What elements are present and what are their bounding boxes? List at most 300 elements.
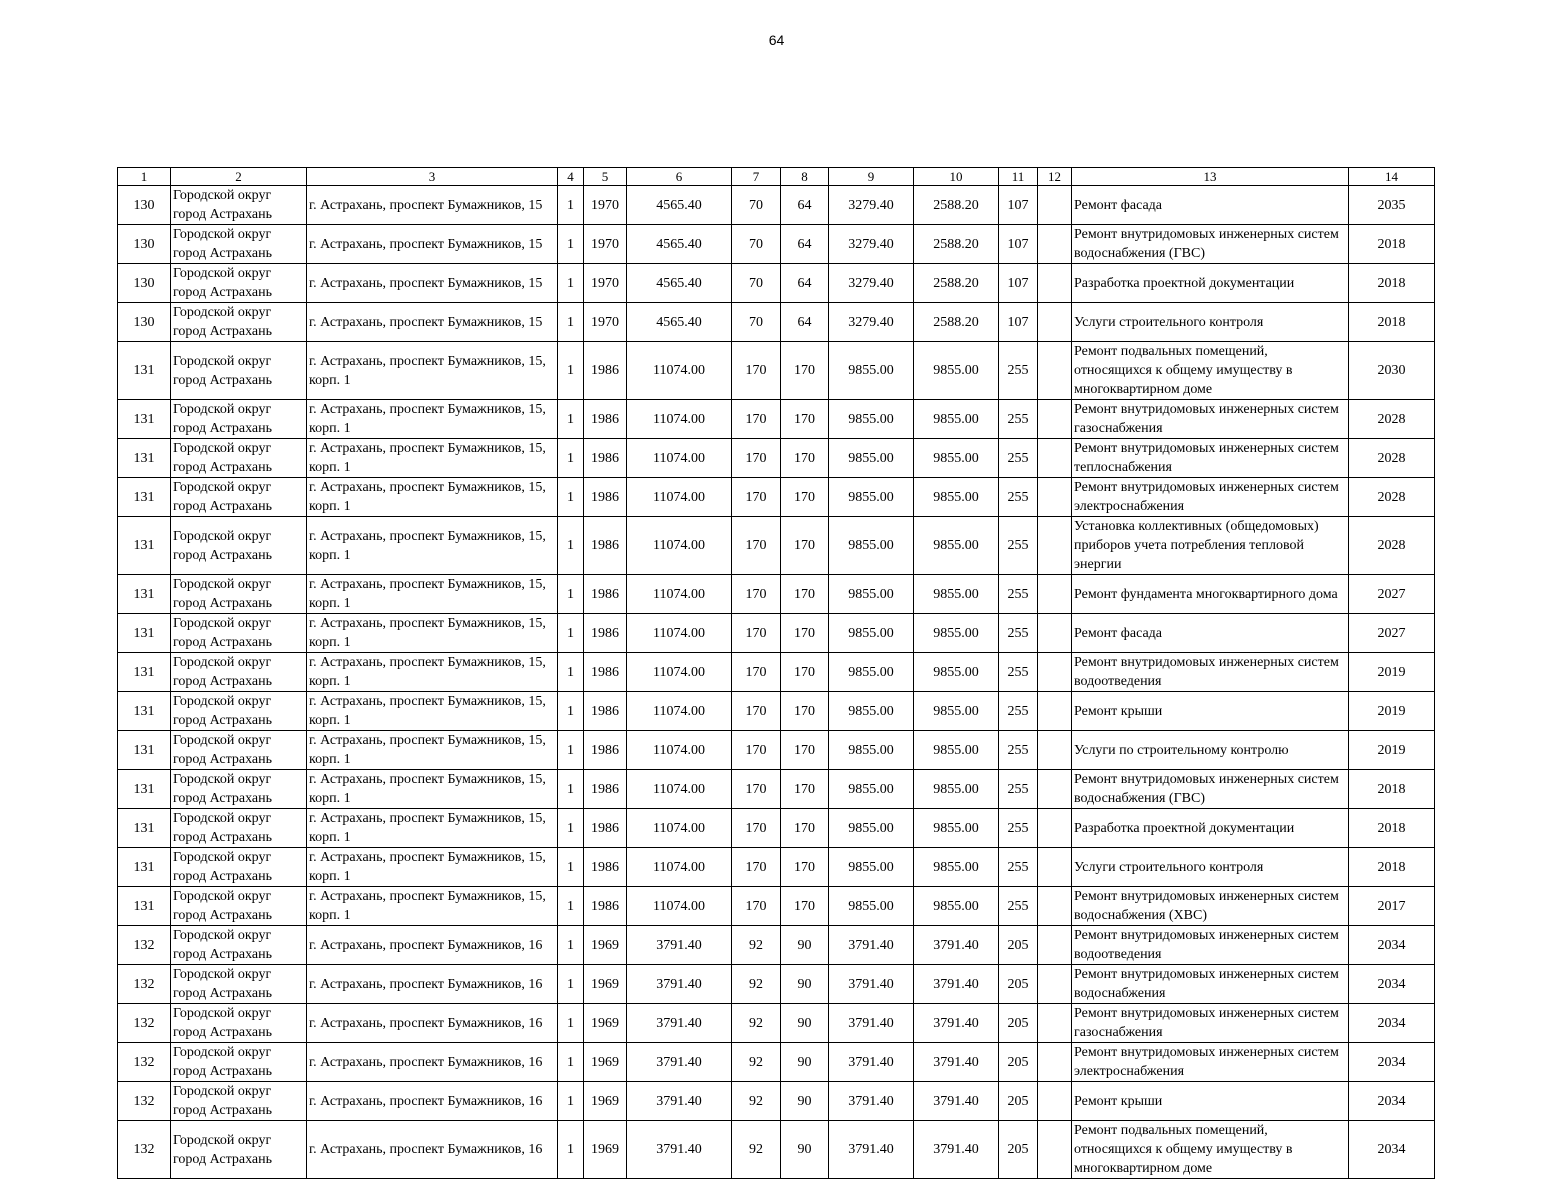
planned-year-cell: 2018	[1349, 225, 1435, 264]
work-type-cell: Ремонт подвальных помещений, относящихся к общему имуществу в многоквартирном доме	[1072, 1121, 1349, 1179]
year-built-cell: 1969	[584, 1121, 627, 1179]
col8-cell: 170	[781, 517, 829, 575]
col9-cell: 3279.40	[829, 303, 914, 342]
col4-cell: 1	[558, 478, 584, 517]
address-cell: г. Астрахань, проспект Бумажников, 15, корп. 1	[307, 400, 558, 439]
total-area-cell: 3791.40	[627, 965, 732, 1004]
col12-cell	[1038, 809, 1072, 848]
residents-cell: 255	[999, 731, 1038, 770]
col9-cell: 9855.00	[829, 400, 914, 439]
col12-cell	[1038, 965, 1072, 1004]
address-cell: г. Астрахань, проспект Бумажников, 16	[307, 1082, 558, 1121]
total-area-cell: 11074.00	[627, 848, 732, 887]
row-number-cell: 131	[118, 809, 171, 848]
col7-cell: 170	[732, 614, 781, 653]
column-header: 10	[914, 168, 999, 186]
col4-cell: 1	[558, 614, 584, 653]
col7-cell: 70	[732, 186, 781, 225]
table-row	[118, 303, 1435, 342]
col12-cell	[1038, 926, 1072, 965]
total-area-cell: 11074.00	[627, 478, 732, 517]
address-cell: г. Астрахань, проспект Бумажников, 15, корп. 1	[307, 809, 558, 848]
municipality-cell: Городской округ город Астрахань	[171, 186, 307, 225]
residents-cell: 255	[999, 575, 1038, 614]
col10-cell: 2588.20	[914, 303, 999, 342]
col7-cell: 170	[732, 342, 781, 400]
work-type-cell: Ремонт крыши	[1072, 1082, 1349, 1121]
col4-cell: 1	[558, 731, 584, 770]
municipality-cell: Городской округ город Астрахань	[171, 400, 307, 439]
table-row	[118, 965, 1435, 1004]
work-type-cell: Установка коллективных (общедомовых) приборов учета потребления тепловой энергии	[1072, 517, 1349, 575]
municipality-cell: Городской округ город Астрахань	[171, 848, 307, 887]
header-row	[118, 168, 1435, 186]
col8-cell: 170	[781, 575, 829, 614]
col12-cell	[1038, 478, 1072, 517]
municipality-cell: Городской округ город Астрахань	[171, 926, 307, 965]
col4-cell: 1	[558, 848, 584, 887]
work-type-cell: Ремонт внутридомовых инженерных систем газоснабжения	[1072, 400, 1349, 439]
table-row	[118, 848, 1435, 887]
col4-cell: 1	[558, 1004, 584, 1043]
column-header: 8	[781, 168, 829, 186]
col10-cell: 9855.00	[914, 887, 999, 926]
total-area-cell: 11074.00	[627, 614, 732, 653]
col8-cell: 64	[781, 225, 829, 264]
total-area-cell: 11074.00	[627, 731, 732, 770]
residents-cell: 107	[999, 303, 1038, 342]
municipality-cell: Городской округ город Астрахань	[171, 517, 307, 575]
col12-cell	[1038, 770, 1072, 809]
col4-cell: 1	[558, 926, 584, 965]
col9-cell: 9855.00	[829, 439, 914, 478]
total-area-cell: 11074.00	[627, 517, 732, 575]
col10-cell: 3791.40	[914, 965, 999, 1004]
row-number-cell: 132	[118, 1082, 171, 1121]
municipality-cell: Городской округ город Астрахань	[171, 770, 307, 809]
col7-cell: 170	[732, 575, 781, 614]
col12-cell	[1038, 731, 1072, 770]
year-built-cell: 1969	[584, 926, 627, 965]
col9-cell: 3791.40	[829, 1004, 914, 1043]
work-type-cell: Ремонт внутридомовых инженерных систем водоснабжения (ГВС)	[1072, 770, 1349, 809]
col10-cell: 2588.20	[914, 186, 999, 225]
col7-cell: 170	[732, 400, 781, 439]
year-built-cell: 1970	[584, 264, 627, 303]
col4-cell: 1	[558, 809, 584, 848]
col8-cell: 170	[781, 887, 829, 926]
address-cell: г. Астрахань, проспект Бумажников, 15, корп. 1	[307, 517, 558, 575]
municipality-cell: Городской округ город Астрахань	[171, 575, 307, 614]
row-number-cell: 131	[118, 653, 171, 692]
residents-cell: 205	[999, 1004, 1038, 1043]
col10-cell: 3791.40	[914, 1082, 999, 1121]
col7-cell: 92	[732, 965, 781, 1004]
planned-year-cell: 2034	[1349, 1043, 1435, 1082]
residents-cell: 107	[999, 264, 1038, 303]
municipality-cell: Городской округ город Астрахань	[171, 887, 307, 926]
col12-cell	[1038, 225, 1072, 264]
column-header: 3	[307, 168, 558, 186]
col12-cell	[1038, 887, 1072, 926]
col12-cell	[1038, 517, 1072, 575]
residents-cell: 255	[999, 400, 1038, 439]
col12-cell	[1038, 186, 1072, 225]
residents-cell: 107	[999, 186, 1038, 225]
table-row	[118, 1043, 1435, 1082]
col8-cell: 170	[781, 809, 829, 848]
planned-year-cell: 2018	[1349, 770, 1435, 809]
table-row	[118, 887, 1435, 926]
planned-year-cell: 2035	[1349, 186, 1435, 225]
residents-cell: 255	[999, 478, 1038, 517]
col10-cell: 9855.00	[914, 575, 999, 614]
address-cell: г. Астрахань, проспект Бумажников, 15	[307, 225, 558, 264]
col9-cell: 9855.00	[829, 692, 914, 731]
planned-year-cell: 2034	[1349, 1004, 1435, 1043]
col9-cell: 9855.00	[829, 809, 914, 848]
col8-cell: 170	[781, 342, 829, 400]
year-built-cell: 1986	[584, 809, 627, 848]
residents-cell: 255	[999, 342, 1038, 400]
row-number-cell: 131	[118, 614, 171, 653]
col7-cell: 92	[732, 1043, 781, 1082]
row-number-cell: 132	[118, 926, 171, 965]
col8-cell: 90	[781, 1121, 829, 1179]
col7-cell: 170	[732, 692, 781, 731]
residents-cell: 205	[999, 926, 1038, 965]
address-cell: г. Астрахань, проспект Бумажников, 15, корп. 1	[307, 575, 558, 614]
col9-cell: 3279.40	[829, 225, 914, 264]
col9-cell: 9855.00	[829, 342, 914, 400]
work-type-cell: Услуги строительного контроля	[1072, 303, 1349, 342]
planned-year-cell: 2018	[1349, 303, 1435, 342]
total-area-cell: 3791.40	[627, 1082, 732, 1121]
table-body	[118, 186, 1435, 1179]
row-number-cell: 132	[118, 965, 171, 1004]
municipality-cell: Городской округ город Астрахань	[171, 225, 307, 264]
municipality-cell: Городской округ город Астрахань	[171, 1082, 307, 1121]
planned-year-cell: 2019	[1349, 692, 1435, 731]
col7-cell: 170	[732, 517, 781, 575]
col9-cell: 9855.00	[829, 653, 914, 692]
planned-year-cell: 2028	[1349, 400, 1435, 439]
address-cell: г. Астрахань, проспект Бумажников, 15, корп. 1	[307, 848, 558, 887]
residents-cell: 255	[999, 770, 1038, 809]
col9-cell: 3791.40	[829, 1043, 914, 1082]
residents-cell: 255	[999, 848, 1038, 887]
col10-cell: 9855.00	[914, 692, 999, 731]
col4-cell: 1	[558, 400, 584, 439]
col12-cell	[1038, 342, 1072, 400]
address-cell: г. Астрахань, проспект Бумажников, 16	[307, 1043, 558, 1082]
col10-cell: 9855.00	[914, 517, 999, 575]
address-cell: г. Астрахань, проспект Бумажников, 15, корп. 1	[307, 478, 558, 517]
municipality-cell: Городской округ город Астрахань	[171, 731, 307, 770]
col10-cell: 3791.40	[914, 926, 999, 965]
row-number-cell: 132	[118, 1043, 171, 1082]
col9-cell: 3791.40	[829, 926, 914, 965]
col4-cell: 1	[558, 264, 584, 303]
municipality-cell: Городской округ город Астрахань	[171, 1043, 307, 1082]
col12-cell	[1038, 1082, 1072, 1121]
table-row	[118, 186, 1435, 225]
col8-cell: 170	[781, 692, 829, 731]
col12-cell	[1038, 400, 1072, 439]
row-number-cell: 131	[118, 478, 171, 517]
col4-cell: 1	[558, 575, 584, 614]
col12-cell	[1038, 303, 1072, 342]
table-row	[118, 1004, 1435, 1043]
work-type-cell: Ремонт внутридомовых инженерных систем электроснабжения	[1072, 1043, 1349, 1082]
table-row	[118, 225, 1435, 264]
work-type-cell: Разработка проектной документации	[1072, 264, 1349, 303]
table-row	[118, 770, 1435, 809]
col4-cell: 1	[558, 1121, 584, 1179]
row-number-cell: 131	[118, 575, 171, 614]
residents-cell: 255	[999, 614, 1038, 653]
municipality-cell: Городской округ город Астрахань	[171, 1004, 307, 1043]
address-cell: г. Астрахань, проспект Бумажников, 15, корп. 1	[307, 692, 558, 731]
table-row	[118, 264, 1435, 303]
table-row	[118, 517, 1435, 575]
col4-cell: 1	[558, 887, 584, 926]
col7-cell: 92	[732, 1004, 781, 1043]
data-table	[117, 167, 1435, 1179]
column-header: 9	[829, 168, 914, 186]
table-row	[118, 575, 1435, 614]
year-built-cell: 1986	[584, 653, 627, 692]
table-row	[118, 478, 1435, 517]
address-cell: г. Астрахань, проспект Бумажников, 16	[307, 1121, 558, 1179]
col4-cell: 1	[558, 692, 584, 731]
col9-cell: 9855.00	[829, 887, 914, 926]
residents-cell: 205	[999, 965, 1038, 1004]
col8-cell: 170	[781, 478, 829, 517]
col7-cell: 170	[732, 848, 781, 887]
year-built-cell: 1969	[584, 1082, 627, 1121]
year-built-cell: 1986	[584, 770, 627, 809]
total-area-cell: 11074.00	[627, 692, 732, 731]
total-area-cell: 3791.40	[627, 1004, 732, 1043]
col10-cell: 3791.40	[914, 1043, 999, 1082]
col12-cell	[1038, 575, 1072, 614]
address-cell: г. Астрахань, проспект Бумажников, 15, корп. 1	[307, 770, 558, 809]
work-type-cell: Ремонт фасада	[1072, 186, 1349, 225]
column-header: 4	[558, 168, 584, 186]
col8-cell: 90	[781, 926, 829, 965]
col12-cell	[1038, 614, 1072, 653]
address-cell: г. Астрахань, проспект Бумажников, 15, корп. 1	[307, 653, 558, 692]
col4-cell: 1	[558, 965, 584, 1004]
col12-cell	[1038, 653, 1072, 692]
col8-cell: 170	[781, 614, 829, 653]
col7-cell: 70	[732, 303, 781, 342]
column-header: 11	[999, 168, 1038, 186]
col12-cell	[1038, 264, 1072, 303]
work-type-cell: Ремонт внутридомовых инженерных систем водоснабжения (ГВС)	[1072, 225, 1349, 264]
column-header: 14	[1349, 168, 1435, 186]
total-area-cell: 4565.40	[627, 303, 732, 342]
year-built-cell: 1986	[584, 517, 627, 575]
planned-year-cell: 2018	[1349, 848, 1435, 887]
year-built-cell: 1970	[584, 186, 627, 225]
municipality-cell: Городской округ город Астрахань	[171, 692, 307, 731]
col9-cell: 3791.40	[829, 1082, 914, 1121]
planned-year-cell: 2030	[1349, 342, 1435, 400]
col4-cell: 1	[558, 770, 584, 809]
residents-cell: 255	[999, 809, 1038, 848]
table-row	[118, 1121, 1435, 1179]
total-area-cell: 4565.40	[627, 186, 732, 225]
column-header: 2	[171, 168, 307, 186]
total-area-cell: 3791.40	[627, 1121, 732, 1179]
year-built-cell: 1969	[584, 965, 627, 1004]
column-header: 13	[1072, 168, 1349, 186]
planned-year-cell: 2018	[1349, 264, 1435, 303]
work-type-cell: Ремонт подвальных помещений, относящихся к общему имуществу в многоквартирном доме	[1072, 342, 1349, 400]
total-area-cell: 11074.00	[627, 575, 732, 614]
municipality-cell: Городской округ город Астрахань	[171, 478, 307, 517]
col10-cell: 9855.00	[914, 478, 999, 517]
year-built-cell: 1986	[584, 342, 627, 400]
col10-cell: 9855.00	[914, 809, 999, 848]
col10-cell: 9855.00	[914, 342, 999, 400]
column-header: 7	[732, 168, 781, 186]
col9-cell: 9855.00	[829, 770, 914, 809]
planned-year-cell: 2034	[1349, 965, 1435, 1004]
table-row	[118, 926, 1435, 965]
col10-cell: 9855.00	[914, 731, 999, 770]
row-number-cell: 131	[118, 692, 171, 731]
col7-cell: 170	[732, 439, 781, 478]
municipality-cell: Городской округ город Астрахань	[171, 653, 307, 692]
col9-cell: 3279.40	[829, 264, 914, 303]
row-number-cell: 130	[118, 186, 171, 225]
col10-cell: 9855.00	[914, 770, 999, 809]
total-area-cell: 3791.40	[627, 1043, 732, 1082]
address-cell: г. Астрахань, проспект Бумажников, 16	[307, 1004, 558, 1043]
row-number-cell: 130	[118, 303, 171, 342]
total-area-cell: 11074.00	[627, 809, 732, 848]
total-area-cell: 3791.40	[627, 926, 732, 965]
col9-cell: 3279.40	[829, 186, 914, 225]
page-number: 64	[768, 32, 785, 48]
work-type-cell: Ремонт внутридомовых инженерных систем газоснабжения	[1072, 1004, 1349, 1043]
planned-year-cell: 2028	[1349, 478, 1435, 517]
year-built-cell: 1986	[584, 614, 627, 653]
planned-year-cell: 2027	[1349, 614, 1435, 653]
work-type-cell: Ремонт внутридомовых инженерных систем водоснабжения (ХВС)	[1072, 887, 1349, 926]
row-number-cell: 131	[118, 400, 171, 439]
total-area-cell: 11074.00	[627, 653, 732, 692]
col9-cell: 9855.00	[829, 517, 914, 575]
year-built-cell: 1986	[584, 400, 627, 439]
col4-cell: 1	[558, 342, 584, 400]
residents-cell: 205	[999, 1043, 1038, 1082]
municipality-cell: Городской округ город Астрахань	[171, 965, 307, 1004]
col8-cell: 64	[781, 186, 829, 225]
table-row	[118, 439, 1435, 478]
col12-cell	[1038, 439, 1072, 478]
col9-cell: 3791.40	[829, 1121, 914, 1179]
col9-cell: 3791.40	[829, 965, 914, 1004]
municipality-cell: Городской округ город Астрахань	[171, 342, 307, 400]
table-row	[118, 653, 1435, 692]
col7-cell: 92	[732, 1121, 781, 1179]
col4-cell: 1	[558, 186, 584, 225]
row-number-cell: 131	[118, 770, 171, 809]
col9-cell: 9855.00	[829, 478, 914, 517]
col7-cell: 170	[732, 887, 781, 926]
planned-year-cell: 2028	[1349, 439, 1435, 478]
col4-cell: 1	[558, 225, 584, 264]
col8-cell: 170	[781, 731, 829, 770]
work-type-cell: Ремонт фундамента многоквартирного дома	[1072, 575, 1349, 614]
col8-cell: 90	[781, 1082, 829, 1121]
address-cell: г. Астрахань, проспект Бумажников, 16	[307, 926, 558, 965]
year-built-cell: 1986	[584, 478, 627, 517]
col9-cell: 9855.00	[829, 848, 914, 887]
row-number-cell: 132	[118, 1004, 171, 1043]
col7-cell: 92	[732, 926, 781, 965]
col4-cell: 1	[558, 439, 584, 478]
residents-cell: 255	[999, 439, 1038, 478]
municipality-cell: Городской округ город Астрахань	[171, 614, 307, 653]
work-type-cell: Ремонт внутридомовых инженерных систем водоснабжения	[1072, 965, 1349, 1004]
column-header: 1	[118, 168, 171, 186]
col8-cell: 170	[781, 439, 829, 478]
col12-cell	[1038, 1004, 1072, 1043]
residents-cell: 205	[999, 1082, 1038, 1121]
col9-cell: 9855.00	[829, 731, 914, 770]
row-number-cell: 131	[118, 517, 171, 575]
col8-cell: 64	[781, 303, 829, 342]
col7-cell: 170	[732, 809, 781, 848]
municipality-cell: Городской округ город Астрахань	[171, 264, 307, 303]
year-built-cell: 1969	[584, 1004, 627, 1043]
residents-cell: 107	[999, 225, 1038, 264]
total-area-cell: 11074.00	[627, 887, 732, 926]
address-cell: г. Астрахань, проспект Бумажников, 15	[307, 186, 558, 225]
table-row	[118, 731, 1435, 770]
table-row	[118, 809, 1435, 848]
row-number-cell: 131	[118, 439, 171, 478]
work-type-cell: Ремонт внутридомовых инженерных систем электроснабжения	[1072, 478, 1349, 517]
total-area-cell: 11074.00	[627, 342, 732, 400]
total-area-cell: 4565.40	[627, 225, 732, 264]
planned-year-cell: 2027	[1349, 575, 1435, 614]
col10-cell: 9855.00	[914, 848, 999, 887]
col4-cell: 1	[558, 517, 584, 575]
work-type-cell: Разработка проектной документации	[1072, 809, 1349, 848]
row-number-cell: 132	[118, 1121, 171, 1179]
col8-cell: 64	[781, 264, 829, 303]
residents-cell: 255	[999, 692, 1038, 731]
residents-cell: 255	[999, 653, 1038, 692]
col4-cell: 1	[558, 303, 584, 342]
work-type-cell: Ремонт внутридомовых инженерных систем водоотведения	[1072, 653, 1349, 692]
table-row	[118, 1082, 1435, 1121]
work-type-cell: Услуги по строительному контролю	[1072, 731, 1349, 770]
planned-year-cell: 2019	[1349, 653, 1435, 692]
table-row	[118, 400, 1435, 439]
year-built-cell: 1970	[584, 303, 627, 342]
address-cell: г. Астрахань, проспект Бумажников, 15	[307, 264, 558, 303]
col12-cell	[1038, 848, 1072, 887]
col10-cell: 9855.00	[914, 439, 999, 478]
col10-cell: 9855.00	[914, 400, 999, 439]
